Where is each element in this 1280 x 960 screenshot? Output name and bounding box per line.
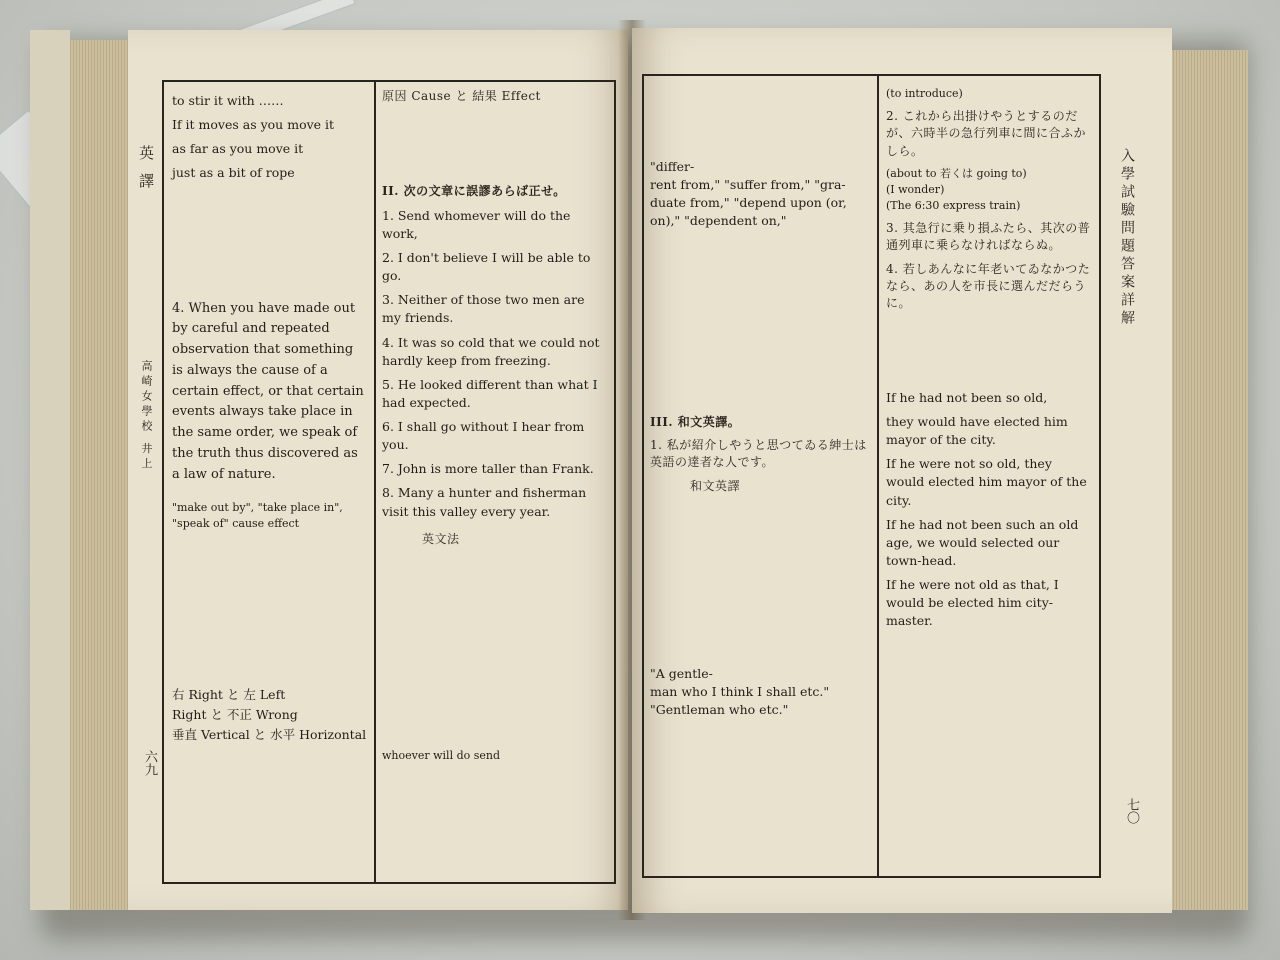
phrase-line: (to introduce) — [886, 87, 963, 100]
right-page-number: 七〇 — [1124, 798, 1139, 824]
left-column-1 — [172, 92, 368, 746]
phrase-line: on)," "dependent on," — [650, 213, 787, 229]
right-column-2 — [886, 86, 1091, 636]
word-gloss-list — [172, 686, 368, 744]
vertical-japanese-explanation — [382, 548, 604, 748]
notes-line: "make out by", "take place in", "speak of" cause effect — [172, 500, 343, 530]
phrase-line: (about to 若くは going to) — [886, 167, 1027, 181]
vertical-japanese-block — [886, 319, 1091, 389]
right-column-1 — [650, 88, 872, 719]
phrase-line: (I wonder) — [886, 183, 945, 197]
right-page-stack — [1168, 50, 1248, 910]
phrase-line: to stir it with …… — [172, 93, 284, 108]
english-phrase: "A gentle- — [650, 666, 713, 682]
phrase-line: just as a bit of rope — [172, 165, 295, 181]
english-phrase: man who I think I shall etc." — [650, 684, 830, 700]
right-side-title: 入學試驗問題答案詳解 — [1119, 148, 1135, 328]
vertical-japanese-middle — [650, 231, 872, 406]
phrase-line: as far as you move it — [172, 141, 304, 157]
left-column-2 — [382, 88, 604, 764]
english-phrase: "Gentleman who etc." — [650, 702, 789, 718]
exercise-item: 6. I shall go without I hear from you. — [382, 419, 585, 453]
phrase-line: "differ- — [650, 159, 695, 174]
left-side-title: 英 譯 — [137, 145, 155, 192]
english-answer: If he had not been such an old age, we would selected our town-head. — [886, 516, 1079, 568]
english-answer: they would have elected him mayor of the city. — [886, 414, 1068, 448]
english-answer: If he had not been so old, — [886, 389, 1048, 405]
vertical-japanese-block — [172, 189, 368, 299]
exercise-item: 4. It was so cold that we could not hardly keep from freezing. — [382, 334, 600, 368]
left-page-number: 六九 — [142, 750, 157, 776]
exercise-item: 5. He looked different than what I had expected. — [382, 376, 598, 410]
notes-label: 英文法 — [422, 531, 460, 546]
translation-item-1: 1. 私が紹介しやうと思つてゐる紳士は英語の達者な人です。 — [650, 437, 867, 470]
book-cover-left — [30, 30, 70, 910]
question-4-text: 4. When you have made out by careful and repeated observation that something is always the cause of a certain effect, or that certain events always take place in the same order, we speak of the truth thus discovered as a law of nature. — [172, 300, 364, 482]
phrase-line: (The 6:30 express train) — [886, 198, 1021, 212]
exercise-item: 2. I don't believe I will be able to go. — [382, 250, 591, 284]
section-heading-ii: II. 次の文章に誤謬あらば正せ。 — [382, 184, 566, 199]
vertical-japanese-top — [650, 88, 872, 158]
gloss-item: Right と 不正 Wrong — [172, 706, 298, 722]
exercise-item: 3. Neither of those two men are my friends. — [382, 292, 585, 326]
left-page — [128, 30, 628, 910]
gloss-item: 右 Right と 左 Left — [172, 686, 286, 702]
exercise-item: 7. John is more taller than Frank. — [382, 461, 594, 477]
vertical-japanese-notes — [172, 532, 368, 682]
right-page — [632, 28, 1172, 913]
translation-item-2: 2. これから出掛けやうとするのだが、六時半の急行列車に間に合ふかしら。 — [886, 108, 1087, 158]
left-column-divider — [374, 80, 376, 882]
vertical-japanese-explanation — [650, 495, 872, 665]
phrase-line: If it moves as you move it — [172, 117, 335, 133]
exercise-item: 1. Send whomever will do the work, — [382, 207, 571, 241]
exercise-item: 8. Many a hunter and fisherman visit this valley every year. — [382, 485, 587, 519]
translation-item-4: 4. 若しあんなに年老いてゐなかつたなら、あの人を市長に選んだだらうに。 — [886, 261, 1091, 311]
gloss-item: 垂直 Vertical と 水平 Horizontal — [172, 726, 367, 742]
right-column-divider — [877, 74, 879, 876]
bottom-phrase: whoever will do send — [382, 749, 501, 763]
column-header: 原因 Cause と 結果 Effect — [382, 89, 541, 103]
translation-label: 和文英譯 — [690, 478, 741, 493]
section-heading-iii: III. 和文英譯。 — [650, 414, 741, 429]
phrase-line: duate from," "depend upon (or, — [650, 195, 847, 211]
english-answer: If he were not old as that, I would be elected him city-master. — [886, 577, 1059, 629]
left-page-stack — [62, 40, 132, 910]
translation-item-3: 3. 其急行に乗り損ふたら、其次の普通列車に乗らなければならぬ。 — [886, 220, 1091, 253]
left-side-school: 高崎女學校 井上 — [140, 360, 153, 473]
phrase-line: rent from," "suffer from," "gra- — [650, 177, 846, 193]
english-answer: If he were not so old, they would elected him mayor of the city. — [886, 456, 1087, 508]
